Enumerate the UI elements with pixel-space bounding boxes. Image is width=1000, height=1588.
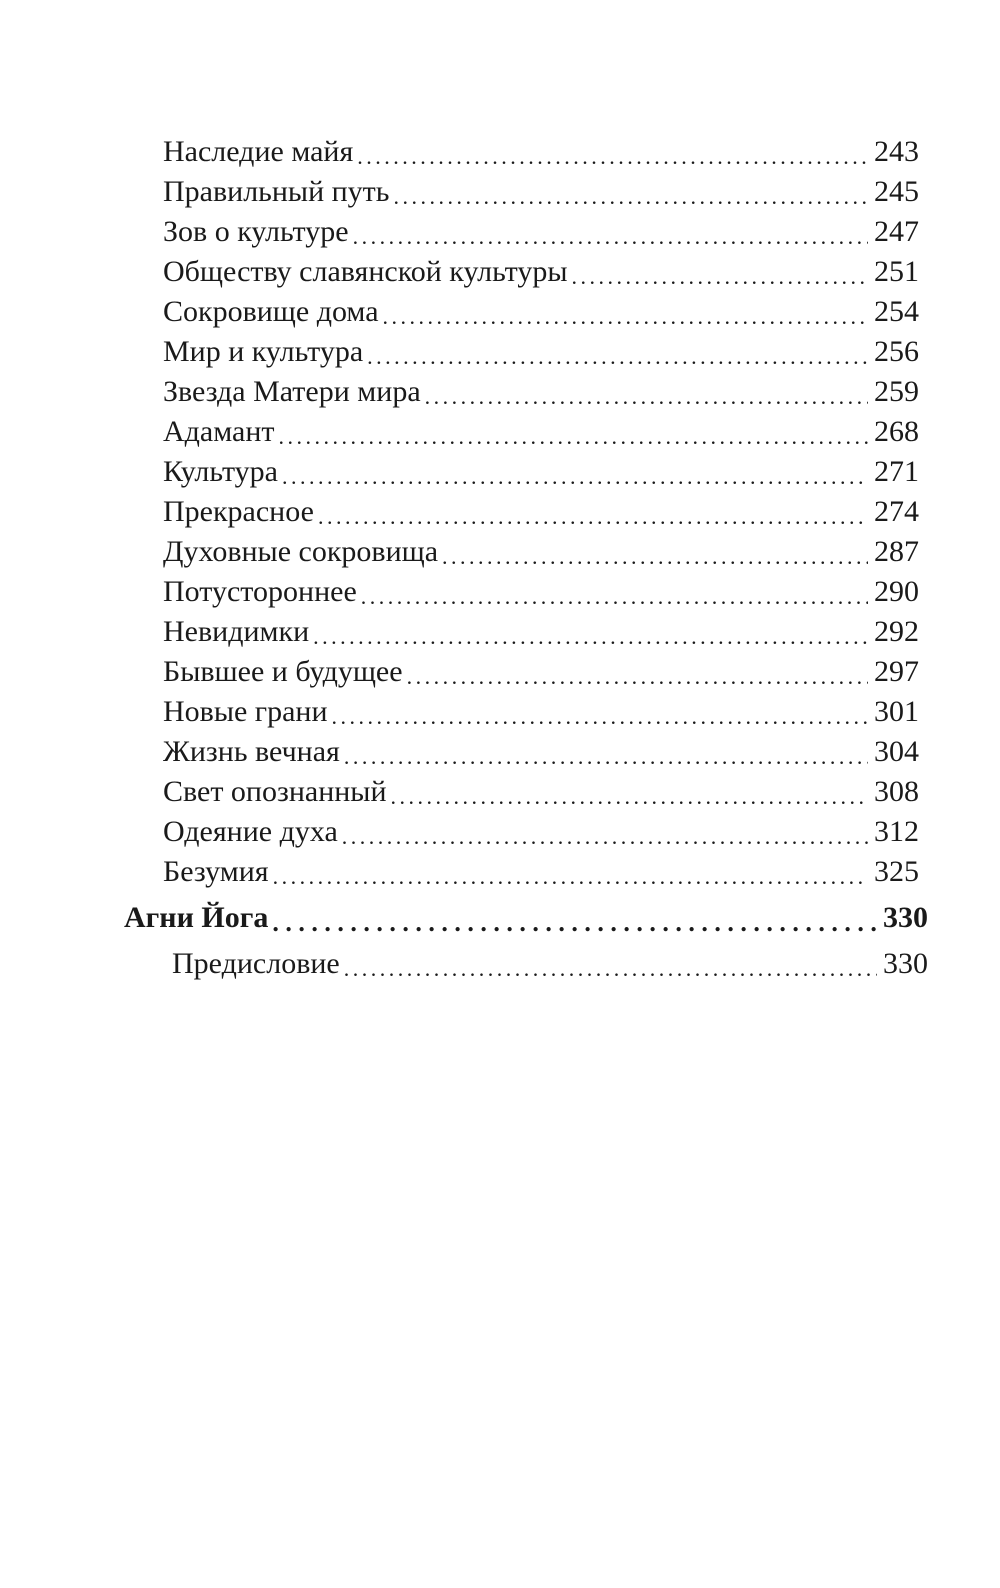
dot-leader	[425, 372, 868, 412]
toc-entry-title: Прекрасное	[163, 495, 314, 528]
toc-entry-page: 325	[874, 855, 919, 888]
toc-entry[interactable]	[172, 944, 928, 984]
dot-leader	[344, 944, 877, 984]
toc-entry-page: 271	[874, 455, 919, 488]
dot-leader	[282, 452, 868, 492]
toc-entry-page: 290	[874, 575, 919, 608]
dot-leader	[353, 212, 868, 252]
toc-entry[interactable]	[163, 572, 919, 612]
toc-entry-title: Новые грани	[163, 695, 328, 728]
dot-leader	[332, 692, 868, 732]
toc-entry-page: 247	[874, 215, 919, 248]
dot-leader	[361, 572, 868, 612]
dot-leader	[342, 812, 868, 852]
toc-entry-page: 297	[874, 655, 919, 688]
toc-entry[interactable]	[163, 292, 919, 332]
toc-entry-title: Одеяние духа	[163, 815, 338, 848]
toc-entry-page: 251	[874, 255, 919, 288]
toc-entry-title: Невидимки	[163, 615, 310, 648]
toc-entry[interactable]	[163, 132, 919, 172]
toc-entry-page: 304	[874, 735, 919, 768]
toc-entry-title: Мир и культура	[163, 335, 364, 368]
dot-leader	[391, 772, 868, 812]
toc-entry-page: 308	[874, 775, 919, 808]
dot-leader	[279, 412, 868, 452]
toc-entry-title: Безумия	[163, 855, 269, 888]
toc-entry-title: Бывшее и будущее	[163, 655, 403, 688]
toc-entry-title: Адамант	[163, 415, 275, 448]
toc-entry[interactable]	[163, 452, 919, 492]
toc-section-title: Агни Йога	[124, 901, 269, 934]
toc-entry[interactable]	[163, 612, 919, 652]
toc-entry-title: Духовные сокровища	[163, 535, 439, 568]
dot-leader	[344, 732, 868, 772]
dot-leader	[318, 492, 868, 532]
dot-leader	[407, 652, 868, 692]
toc-entry-title: Звезда Матери мира	[163, 375, 421, 408]
toc-entry-page: 292	[874, 615, 919, 648]
toc-entry[interactable]	[163, 332, 919, 372]
toc-entry-page: 274	[874, 495, 919, 528]
toc-entry-page: 243	[874, 135, 919, 168]
dot-leader	[393, 172, 868, 212]
toc-entry[interactable]	[163, 652, 919, 692]
dot-leader	[442, 532, 868, 572]
toc-entry-title: Предисловие	[172, 947, 340, 980]
dot-leader	[273, 852, 868, 892]
toc-entry-page: 268	[874, 415, 919, 448]
toc-section-page: 330	[883, 901, 928, 934]
toc-section[interactable]	[124, 898, 928, 938]
toc-entry[interactable]	[163, 852, 919, 892]
toc-entry-page: 330	[883, 947, 928, 980]
toc-entry-title: Обществу славянской культуры	[163, 255, 568, 288]
toc-entry[interactable]	[163, 372, 919, 412]
dot-leader	[313, 612, 868, 652]
toc-entry-title: Наследие майя	[163, 135, 354, 168]
toc-entry-page: 259	[874, 375, 919, 408]
toc-entry-title: Зов о культуре	[163, 215, 349, 248]
toc-entry-page: 256	[874, 335, 919, 368]
toc-entry-page: 301	[874, 695, 919, 728]
toc-entry[interactable]	[163, 412, 919, 452]
toc-entry-title: Культура	[163, 455, 278, 488]
toc-entry-title: Правильный путь	[163, 175, 390, 208]
toc-entry[interactable]	[163, 772, 919, 812]
toc-entry-title: Потустороннее	[163, 575, 357, 608]
toc-entry[interactable]	[163, 172, 919, 212]
toc-entry-title: Жизнь вечная	[163, 735, 340, 768]
toc-entry-title: Свет опознанный	[163, 775, 387, 808]
toc-entry[interactable]	[163, 692, 919, 732]
toc-entry-page: 245	[874, 175, 919, 208]
toc-entry[interactable]	[163, 492, 919, 532]
toc-entry[interactable]	[163, 532, 919, 572]
toc-entry-page: 254	[874, 295, 919, 328]
toc-entry-page: 312	[874, 815, 919, 848]
toc-entry[interactable]	[163, 212, 919, 252]
toc-entry[interactable]	[163, 812, 919, 852]
toc-entry-title: Сокровище дома	[163, 295, 379, 328]
toc-entry-page: 287	[874, 535, 919, 568]
dot-leader	[383, 292, 868, 332]
dot-leader	[572, 252, 868, 292]
dot-leader	[272, 898, 877, 938]
toc-entry[interactable]	[163, 732, 919, 772]
dot-leader	[357, 132, 868, 172]
dot-leader	[367, 332, 868, 372]
toc-entry[interactable]	[163, 252, 919, 292]
